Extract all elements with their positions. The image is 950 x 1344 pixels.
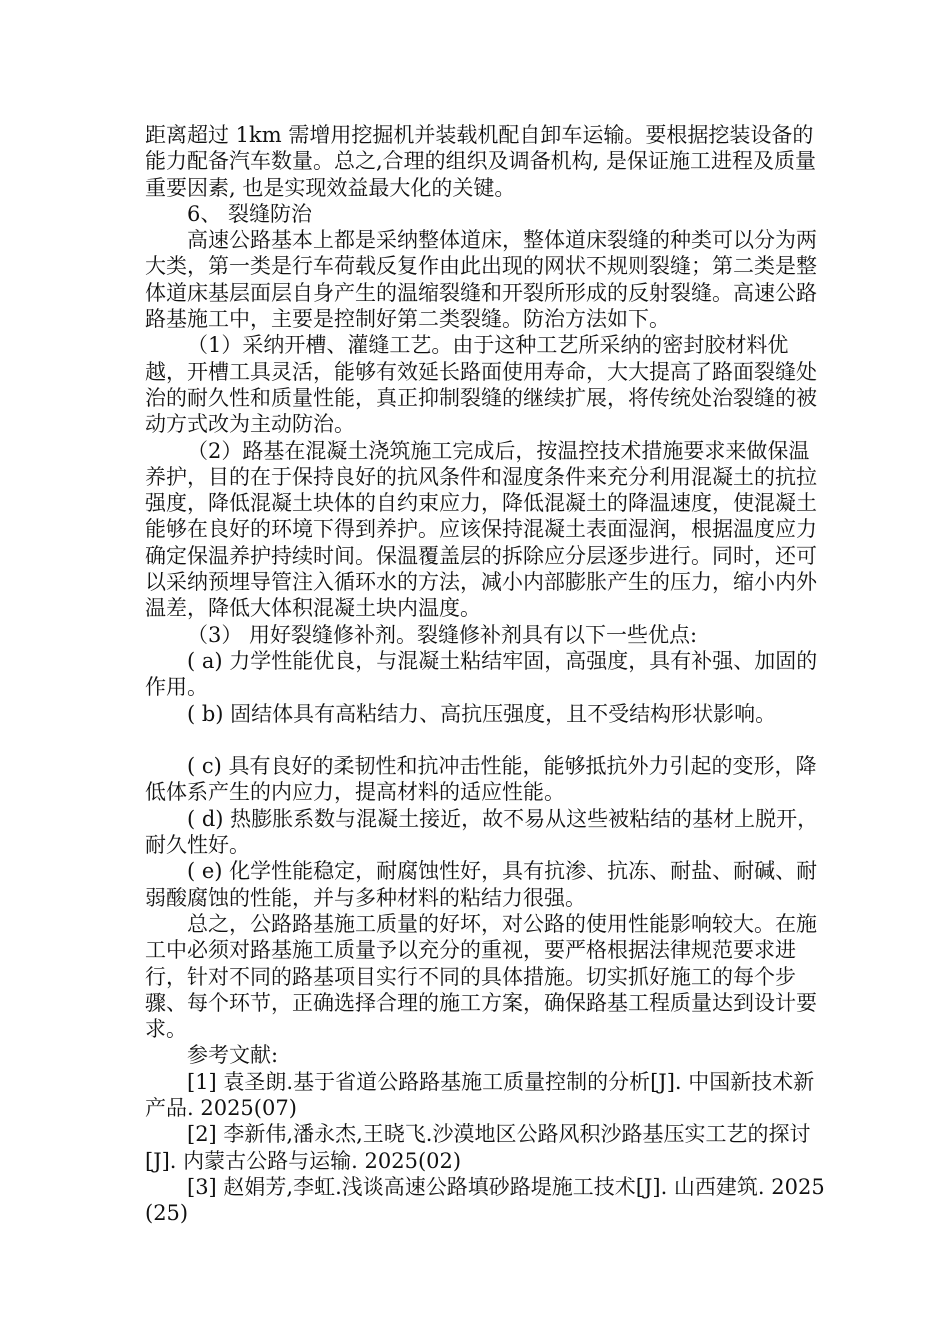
reference-item: [2] 李新伟,潘永杰,王晓飞.沙漠地区公路风积沙路基压实工艺的探讨[J]. 内蒙古公路与运输. 2025(02) (145, 1122, 811, 1173)
advantage-d: ( d) 热膨胀系数与混凝土接近，故不易从这些被粘结的基材上脱开，耐久性好。 (145, 806, 819, 858)
reference-item: [1] 袁圣朗.基于省道公路路基施工质量控制的分析[J]. 中国新技术新产品. 2025(07) (145, 1069, 815, 1120)
reference-item: [3] 赵娟芳,李虹.浅谈高速公路填砂路堤施工技术[J]. 山西建筑. 2025(25) (145, 1174, 825, 1226)
paragraph-summary: 总之，公路路基施工质量的好坏，对公路的使用性能影响较大。在施工中必须对路基施工质量予以充分的重视，要严格根据法律规范要求进行，针对不同的路基项目实行不同的具体措施。切实抓好施工的每个步骤、每个环节，正确选择合理的施工方案，确保路基工程质量达到设计要求。 (145, 911, 817, 1042)
references-heading: 参考文献: (187, 1043, 279, 1068)
paragraph-method-3: （3） 用好裂缝修补剂。裂缝修补剂具有以下一些优点: (187, 622, 698, 647)
blank-line (145, 727, 825, 753)
paragraph-method-1: （1）采纳开槽、灌缝工艺。由于这种工艺所采纳的密封胶材料优越，开槽工具灵活，能够有效延长路面使用寿命，大大提高了路面裂缝处治的耐久性和质量性能，真正抑制裂缝的继续扩展，将传统处治裂缝的被动方式改为主动防治。 (145, 333, 817, 437)
paragraph-method-2: （2）路基在混凝土浇筑施工完成后，按温控技术措施要求来做保温养护，目的在于保持良好的抗风条件和湿度条件来充分利用混凝土的抗拉强度，降低混凝土块体的自约束应力，降低混凝土的降温速度，使混凝土能够在良好的环境下得到养护。应该保持混凝土表面湿润，根据温度应力确定保温养护持续时间。保温覆盖层的拆除应分层逐步进行。同时，还可以采纳预埋导管注入循环水的方法，减小内部膨胀产生的压力，缩小内外温差，降低大体积混凝土块内温度。 (145, 438, 817, 621)
paragraph-intro: 距离超过 1km 需增用挖掘机并装载机配自卸车运输。要根据挖装设备的能力配备汽车数量。总之,合理的组织及调备机构, 是保证施工进程及质量重要因素, 也是实现效益最大化的关键。 (145, 123, 817, 200)
advantage-e: ( e) 化学性能稳定，耐腐蚀性好，具有抗渗、抗冻、耐盐、耐碱、耐弱酸腐蚀的性能，并与多种材料的粘结力很强。 (145, 859, 818, 910)
advantage-c: ( c) 具有良好的柔韧性和抗冲击性能，能够抵抗外力引起的变形，降低体系产生的内应力，提高材料的适应性能。 (145, 754, 817, 805)
paragraph-crack-types: 高速公路基本上都是采纳整体道床，整体道床裂缝的种类可以分为两大类，第一类是行车荷载反复作由此出现的网状不规则裂缝；第二类是整体道床基层面层自身产生的温缩裂缝和开裂所形成的反射裂缝。高速公路路基施工中，主要是控制好第二类裂缝。防治方法如下。 (145, 228, 817, 332)
document-body (145, 122, 825, 1226)
advantage-a: ( a) 力学性能优良，与混凝土粘结牢固，高强度，具有补强、加固的作用。 (145, 648, 818, 700)
advantage-b: ( b) 固结体具有高粘结力、高抗压强度，且不受结构形状影响。 (187, 701, 777, 726)
section-heading-crack-prevention: 6、 裂缝防治 (187, 201, 313, 226)
